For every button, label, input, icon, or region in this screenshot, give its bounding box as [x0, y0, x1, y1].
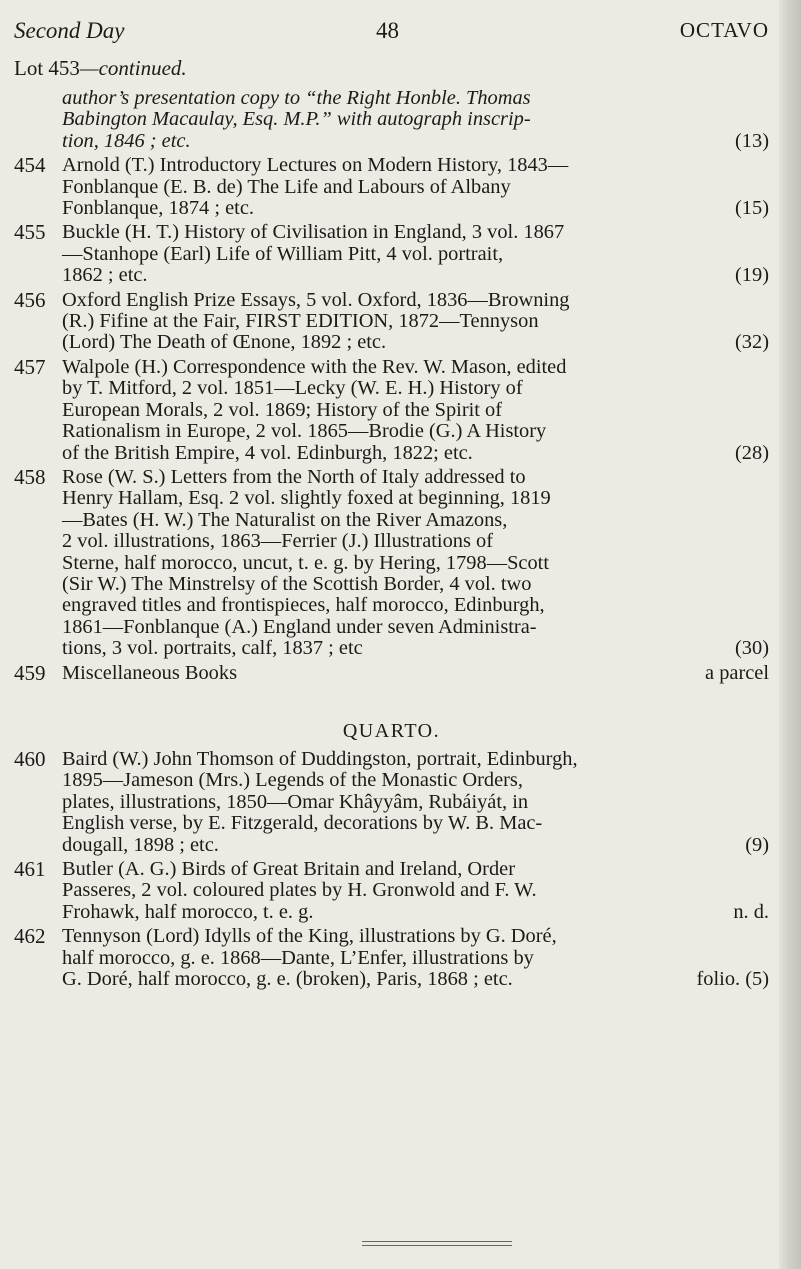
entry-line: author’s presentation copy to “the Right Honble. Thomas [62, 87, 531, 109]
header-day: Second Day [14, 18, 125, 43]
closing-rule [362, 1241, 512, 1246]
lot-price: (19) [735, 264, 769, 287]
entry-line: tion, 1846 ; etc. [62, 129, 191, 152]
entry-line: (Lord) The Death of Œnone, 1892 ; etc. [62, 331, 387, 354]
entry-line: Sterne, half morocco, uncut, t. e. g. by Hering, 1798—Scott [62, 551, 550, 574]
entry-line: —Stanhope (Earl) Life of William Pitt, 4 vol. portrait, [62, 242, 504, 265]
lot-entry [14, 464, 769, 660]
lot-price: (28) [735, 441, 769, 464]
lot-number: 456 [14, 287, 46, 312]
lot-label: Lot 453 [14, 56, 80, 80]
entry-line: Rose (W. S.) Letters from the North of Italy addressed to [62, 465, 526, 488]
lot-entry [14, 660, 769, 685]
lot-entry [14, 354, 769, 464]
entry-line: 1861—Fonblanque (A.) England under seven Administra- [62, 615, 537, 638]
running-header [14, 18, 769, 48]
lot-price: folio. (5) [696, 968, 769, 991]
lot-price: (30) [735, 637, 769, 660]
lot-entry [14, 155, 769, 219]
entry-line: tions, 3 vol. portraits, calf, 1837 ; etc [62, 637, 363, 660]
entry-line: Tennyson (Lord) Idylls of the King, illustrations by G. Doré, [62, 925, 557, 948]
lot-number: 460 [14, 746, 46, 771]
entry-line: Baird (W.) John Thomson of Duddingston, portrait, Edinburgh, [62, 747, 578, 770]
entry-line: European Morals, 2 vol. 1869; History of the Spirit of [62, 398, 503, 421]
entry-line: (R.) Fifine at the Fair, FIRST EDITION, 1872—Tennyson [62, 310, 539, 333]
entry-line: Babington Macaulay, Esq. M.P.” with autograph inscrip- [62, 108, 531, 131]
entry-line: Oxford English Prize Essays, 5 vol. Oxford, 1836—Browning [62, 288, 570, 311]
lot-price: (13) [735, 129, 769, 152]
lot-price: a parcel [705, 661, 769, 684]
entry-line: Walpole (H.) Correspondence with the Rev. W. Mason, edited [62, 355, 567, 378]
entry-line: dougall, 1898 ; etc. [62, 833, 219, 856]
lot-entry [14, 926, 769, 990]
entry-line: 1862 ; etc. [62, 264, 148, 287]
entry-line: Buckle (H. T.) History of Civilisation in England, 3 vol. 1867 [62, 221, 565, 244]
lot-453-continuation [14, 88, 769, 152]
lot-entry [14, 287, 769, 354]
entry-line: Henry Hallam, Esq. 2 vol. slightly foxed at beginning, 1819 [62, 487, 551, 510]
lot-price: (9) [745, 833, 769, 856]
entry-line: Butler (A. G.) Birds of Great Britain and Ireland, Order [62, 858, 515, 880]
lot-number: 461 [14, 857, 46, 881]
entry-line: —Bates (H. W.) The Naturalist on the River Amazons, [62, 508, 508, 531]
page-edge [779, 0, 801, 1269]
entry-line: Passeres, 2 vol. coloured plates by H. Gronwold and F. W. [62, 879, 537, 902]
entry-line: 1895—Jameson (Mrs.) Legends of the Monastic Orders, [62, 769, 523, 792]
entry-line: Fonblanque (E. B. de) The Life and Labours of Albany [62, 175, 511, 198]
lot-price: (15) [735, 197, 769, 220]
entry-line: Arnold (T.) Introductory Lectures on Modern History, 1843— [62, 154, 569, 177]
lot-price: n. d. [733, 900, 769, 923]
lot-entry [14, 222, 769, 286]
lot-number: 459 [14, 660, 46, 685]
lot-entry [14, 746, 769, 856]
entry-line: by T. Mitford, 2 vol. 1851—Lecky (W. E. H.) History of [62, 377, 523, 400]
entry-line: Rationalism in Europe, 2 vol. 1865—Brodie (G.) A History [62, 420, 547, 443]
entry-line: Fonblanque, 1874 ; etc. [62, 197, 254, 220]
page-number: 48 [376, 18, 399, 43]
quarto-lots [14, 746, 769, 991]
entry-line: (Sir W.) The Minstrelsy of the Scottish Border, 4 vol. two [62, 572, 532, 595]
entry-line: half morocco, g. e. 1868—Dante, L’Enfer, illustrations by [62, 946, 534, 969]
entry-line: engraved titles and frontispieces, half morocco, Edinburgh, [62, 594, 545, 617]
entry-line: 2 vol. illustrations, 1863—Ferrier (J.) Illustrations of [62, 530, 493, 553]
entry-line: plates, illustrations, 1850—Omar Khâyyâm, Rubáiyát, in [62, 790, 529, 813]
entry-line: English verse, by E. Fitzgerald, decorations by W. B. Mac- [62, 812, 543, 835]
entry-line: Miscellaneous Books [62, 661, 238, 684]
section-heading: QUARTO. [342, 719, 441, 742]
lot-number: 457 [14, 354, 46, 379]
entry-line: Frohawk, half morocco, t. e. g. [62, 900, 314, 923]
lot-number: 454 [14, 153, 46, 178]
lot-entry [14, 859, 769, 923]
entry-line: of the British Empire, 4 vol. Edinburgh, 1822; etc. [62, 441, 473, 464]
lot-number: 458 [14, 464, 46, 489]
header-format: OCTAVO [679, 18, 769, 42]
lot-number: 455 [14, 220, 46, 245]
lot-price: (32) [735, 331, 769, 354]
lot-number: 462 [14, 924, 46, 949]
continued-label: —continued. [79, 56, 187, 80]
octavo-lots [14, 155, 769, 684]
entry-line: G. Doré, half morocco, g. e. (broken), Paris, 1868 ; etc. [62, 968, 513, 991]
lot-entries [14, 88, 769, 993]
lot-continued-line [14, 56, 187, 81]
